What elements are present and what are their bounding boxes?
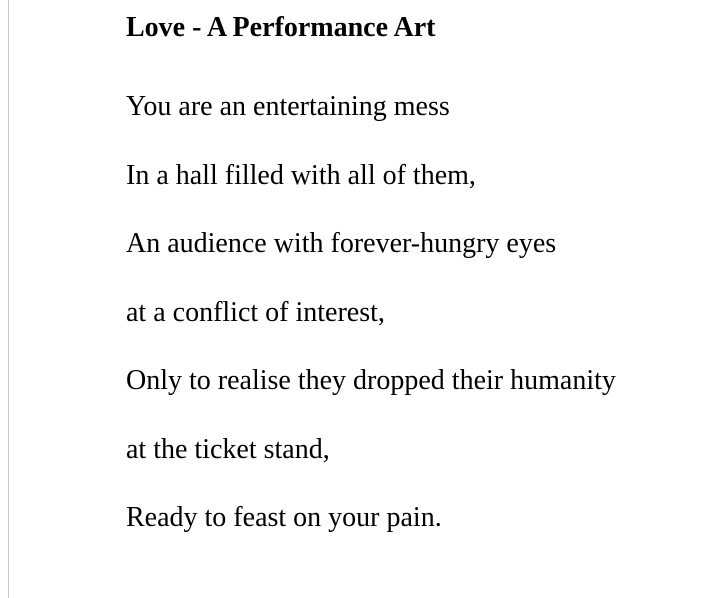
poem-line: You are an entertaining mess [126,91,450,122]
poem-line: In a hall filled with all of them, [126,159,476,191]
poem-line: at a conflict of interest, [126,296,385,328]
poem-body [126,90,616,570]
poem-title: Love - A Performance Art [126,12,436,43]
page-margin-line [8,0,9,598]
poem-line: An audience with forever-hungry eyes [126,228,557,259]
poem-line: Only to realise they dropped their humanity [126,365,616,396]
poem-line: Ready to feast on your pain. [126,502,442,533]
poem-line: at the ticket stand, [126,433,330,465]
